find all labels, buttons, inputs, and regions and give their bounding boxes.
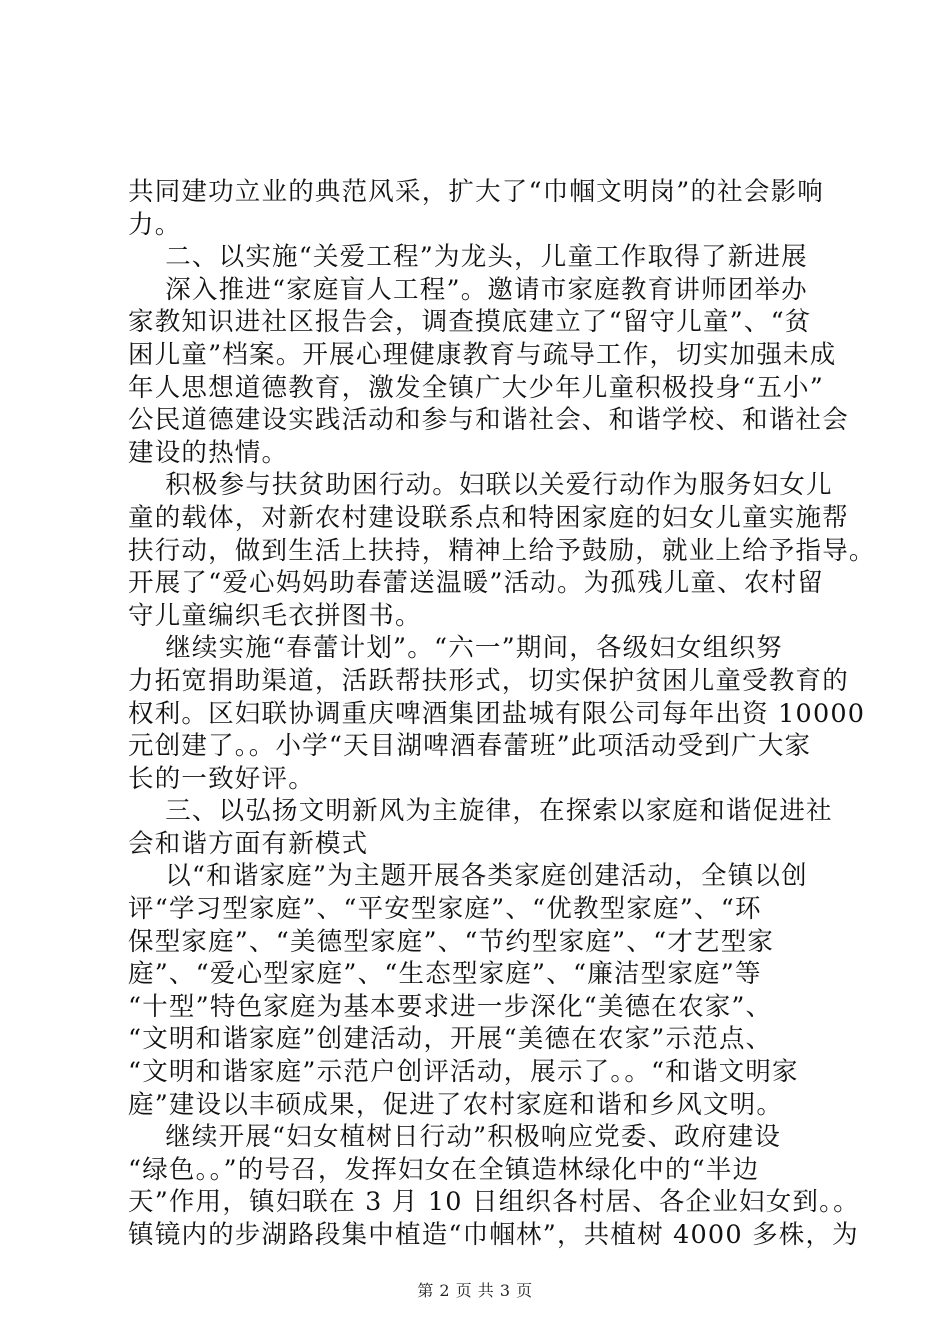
text-line: 守儿童编织毛衣拼图书。 xyxy=(128,600,422,631)
text-line: 庭”、“爱心型家庭”、“生态型家庭”、“廉洁型家庭”等 xyxy=(128,959,762,990)
text-line: 童的载体，对新农村建设联系点和特困家庭的妇女儿童实施帮 xyxy=(128,502,849,533)
text-line: 困儿童”档案。开展心理健康教育与疏导工作，切实加强未成 xyxy=(128,339,837,370)
text-line: 以“和谐家庭”为主题开展各类家庭创建活动，全镇以创 xyxy=(128,861,808,892)
text-line: 长的一致好评。 xyxy=(128,763,315,794)
text-line: “绿色。。”的号召，发挥妇女在全镇造林绿化中的“半边 xyxy=(128,1154,760,1185)
text-line: 深入推进“家庭盲人工程”。邀请市家庭教育讲师团举办 xyxy=(128,274,808,305)
text-line: “文明和谐家庭”创建活动，开展“美德在农家”示范点、 xyxy=(128,1024,773,1055)
text-line: 镇镜内的步湖路段集中植造“巾帼林”，共植树 4000 多株，为 xyxy=(128,1220,859,1250)
text-line: 力拓宽捐助渠道，活跃帮扶形式，切实保护贫困儿童受教育的 xyxy=(128,665,849,696)
text-line: “十型”特色家庭为基本要求进一步深化“美德在农家”、 xyxy=(128,991,773,1022)
text-line: 开展了“爱心妈妈助春蕾送温暖”活动。为孤残儿童、农村留 xyxy=(128,568,824,599)
text-line: 公民道德建设实践活动和参与和谐社会、和谐学校、和谐社会 xyxy=(128,405,849,436)
text-line: 积极参与扶贫助困行动。妇联以关爱行动作为服务妇女儿 xyxy=(128,470,833,501)
text-line: 共同建功立业的典范风采，扩大了“巾帼文明岗”的社会影响 xyxy=(128,177,824,207)
text-line: 建设的热情。 xyxy=(128,437,289,468)
text-line: 继续实施“春蕾计划”。“六一”期间，各级妇女组织努 xyxy=(128,633,783,664)
text-line: 力。 xyxy=(128,209,182,240)
text-line: 评“学习型家庭”、“平安型家庭”、“优教型家庭”、“环 xyxy=(128,894,762,925)
text-line: 天”作用，镇妇联在 3 月 10 日组织各村居、各企业妇女到。。 xyxy=(128,1187,860,1218)
text-line: 家教知识进社区报告会，调查摸底建立了“留守儿童”、“贫 xyxy=(128,307,812,338)
page-number-footer: 第 2 页 共 3 页 xyxy=(417,1281,533,1300)
text-line: 年人思想道德教育，激发全镇广大少年儿童积极投身“五小” xyxy=(128,372,824,403)
section-heading: 二、以实施“关爱工程”为龙头，儿童工作取得了新进展 xyxy=(128,242,808,273)
text-line: “文明和谐家庭”示范户创评活动，展示了。。“和谐文明家 xyxy=(128,1057,799,1088)
text-line: 庭”建设以丰硕成果，促进了农村家庭和谐和乡风文明。 xyxy=(128,1089,784,1120)
text-line: 继续开展“妇女植树日行动”积极响应党委、政府建设 xyxy=(128,1122,782,1153)
text-line: 扶行动，做到生活上扶持，精神上给予鼓励，就业上给予指导。 xyxy=(128,535,876,566)
section-heading: 三、以弘扬文明新风为主旋律，在探索以家庭和谐促进社 xyxy=(128,796,833,827)
text-line: 元创建了。。小学“天目湖啤酒春蕾班”此项活动受到广大家 xyxy=(128,731,812,762)
text-line: 保型家庭”、“美德型家庭”、“节约型家庭”、“才艺型家 xyxy=(128,926,775,957)
text-line: 权利。区妇联协调重庆啤酒集团盐城有限公司每年出资 10000 xyxy=(128,698,866,729)
section-heading: 会和谐方面有新模式 xyxy=(128,828,369,859)
document-body xyxy=(128,176,876,1252)
